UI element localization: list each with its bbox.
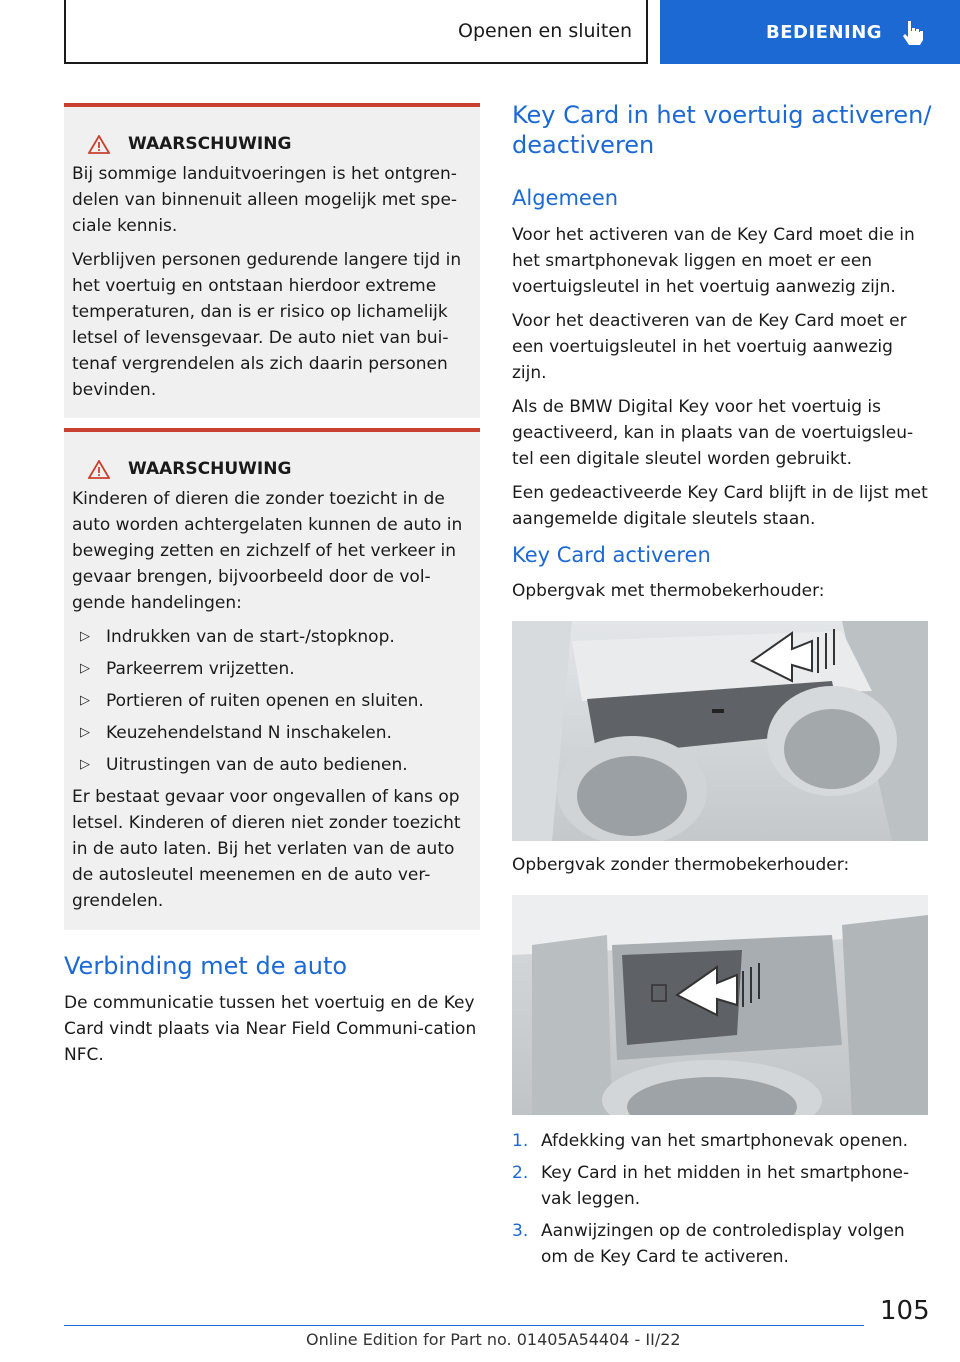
warning-outro: Er bestaat gevaar voor ongevallen of kans op letsel. Kinderen of dieren niet zonder toezicht in de auto laten. Bij het verlaten van de auto de autosleutel meenemen en de auto ver-grendelen. bbox=[72, 787, 461, 911]
warning-list bbox=[72, 624, 472, 778]
list-item: ▷ Keuzehendelstand N inschakelen. bbox=[72, 720, 472, 746]
general-heading: Algemeen bbox=[512, 186, 619, 210]
activation-steps bbox=[512, 1128, 932, 1276]
list-item: ▷ Portieren of ruiten openen en sluiten. bbox=[72, 688, 472, 714]
warning-paragraph: Bij sommige landuitvoeringen is het ontgren-delen van binnenuit alleen mogelijk met spe-ciale kennis. bbox=[72, 164, 458, 236]
caption-1: Opbergvak met thermobekerhouder: bbox=[512, 581, 825, 601]
warning-title: WAARSCHUWING bbox=[88, 456, 472, 482]
bullet-triangle-icon: ▷ bbox=[80, 757, 90, 772]
footer-edition: Online Edition for Part no. 01405A54404 - II/22 bbox=[306, 1330, 681, 1349]
header-chapter-title: BEDIENING bbox=[766, 21, 883, 43]
list-item: ▷ Parkeerrem vrijzetten. bbox=[72, 656, 472, 682]
page-number: 105 bbox=[880, 1296, 930, 1326]
warning-title: WAARSCHUWING bbox=[88, 131, 472, 157]
step-item: 2. Key Card in het midden in het smartphone-vak leggen. bbox=[512, 1163, 910, 1209]
warning-triangle-icon bbox=[88, 460, 110, 479]
activation-heading: Key Card in het voertuig activeren/ deactiveren bbox=[512, 101, 932, 159]
photo-storage-without-cupholder bbox=[512, 895, 928, 1115]
bullet-triangle-icon: ▷ bbox=[80, 725, 90, 740]
footer-divider bbox=[64, 1325, 864, 1326]
general-text: Voor het activeren van de Key Card moet die in het smartphonevak liggen en moet er een voertuigsleutel in het voertuig aanwezig zijn. Voor het deactiveren van de Key Card moet er een voertuigsleutel in het voertuig aanwezig zijn. Als de BMW Digital Key voor het voertuig is geactiveerd, kan in plaats van de voertuigsleu-tel een digitale sleutel worden gebruikt. Een gedeactiveerde Key Card blijft in de lijst met aangemelde digitale sleutels staan. bbox=[512, 225, 928, 529]
warning-triangle-icon bbox=[88, 135, 110, 154]
warning-box-1 bbox=[64, 103, 480, 418]
header-section-title: Openen en sluiten bbox=[458, 20, 632, 42]
header-section bbox=[64, 0, 648, 64]
list-item: ▷ Uitrustingen van de auto bedienen. bbox=[72, 752, 472, 778]
header-chapter bbox=[660, 0, 960, 64]
list-item: ▷ Indrukken van de start-/stopknop. bbox=[72, 624, 472, 650]
warning-box-2 bbox=[64, 428, 480, 930]
connection-heading: Verbinding met de auto bbox=[64, 952, 348, 980]
step-item: 3. Aanwijzingen op de controledisplay volgen om de Key Card te activeren. bbox=[512, 1221, 905, 1267]
warning-intro: Kinderen of dieren die zonder toezicht in de auto worden achtergelaten kunnen de auto in beweging zetten en zichzelf of het verkeer in gevaar brengen, bijvoorbeeld door de vol-gende handelingen: bbox=[72, 489, 463, 613]
photo-storage-with-cupholder bbox=[512, 621, 928, 841]
bullet-triangle-icon: ▷ bbox=[80, 693, 90, 708]
activate-heading: Key Card activeren bbox=[512, 543, 711, 567]
step-item: 1. Afdekking van het smartphonevak openen. bbox=[512, 1131, 909, 1151]
hand-pointer-icon bbox=[902, 19, 924, 45]
bullet-triangle-icon: ▷ bbox=[80, 629, 90, 644]
warning-paragraph: Verblijven personen gedurende langere tijd in het voertuig en ontstaan hierdoor extreme temperaturen, dan is er risico op lichamelijk letsel of levensgevaar. De auto niet van bui-tenaf vergrendelen als zich daarin personen bevinden. bbox=[72, 250, 462, 400]
bullet-triangle-icon: ▷ bbox=[80, 661, 90, 676]
connection-text: De communicatie tussen het voertuig en de Key Card vindt plaats via Near Field Communi-cation NFC. bbox=[64, 993, 477, 1065]
caption-2: Opbergvak zonder thermobekerhouder: bbox=[512, 855, 850, 875]
